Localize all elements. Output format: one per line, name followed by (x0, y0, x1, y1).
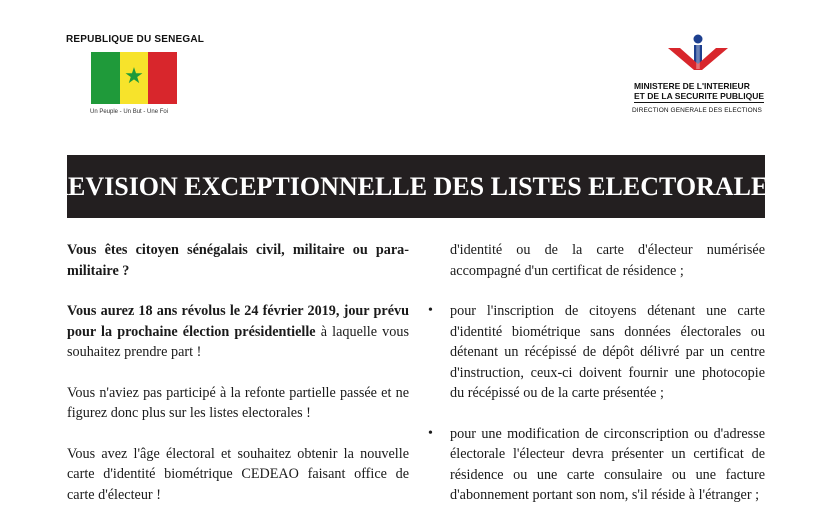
paragraph-previous-refonte: Vous n'aviez pas participé à la refonte partielle passée et ne figurez donc plus sur les listes electorales ! (67, 384, 409, 421)
title-banner (49, 155, 783, 218)
age-condition-bold: Vous aurez 18 ans révolus le 24 février 2019, jour prévu pour la prochaine élection présidentielle (67, 303, 409, 340)
bullet-icon: • (428, 303, 433, 318)
ministry-name (634, 81, 764, 103)
left-column (67, 240, 409, 525)
bullet-text-registration: pour l'inscription de citoyens détenant une carte d'identité biométrique sans données électorales ou détenant un récépissé de dépôt délivré par un centre d'instruction, ceux-ci doivent fournir une photocopie du récépissé ou de la carte présentée ; (450, 303, 765, 401)
senegal-header (66, 34, 206, 115)
flag-red-band (148, 52, 177, 104)
star-icon: ★ (124, 64, 144, 89)
paragraph-continuation: d'identité ou de la carte d'électeur numérisée accompagné d'un certificat de résidence ; (450, 242, 765, 279)
bullet-icon: • (428, 425, 433, 441)
flag-green-band (91, 52, 120, 104)
paragraph-biometric-card: Vous avez l'âge électoral et souhaitez obtenir la nouvelle carte d'identité biométrique CEDEAO faisant office de carte d'électeur ! (67, 445, 409, 503)
list-item (428, 301, 765, 404)
senegal-flag (91, 52, 177, 104)
ministry-line-1: MINISTERE DE L'INTERIEUR (634, 81, 750, 91)
paragraph-age-condition (67, 301, 409, 363)
national-motto: Un Peuple - Un But - Une Foi (90, 109, 169, 115)
page-title: REVISION EXCEPTIONNELLE DES LISTES ELECTORALES (49, 171, 783, 201)
ministry-logo-icon (666, 34, 730, 76)
list-item (428, 424, 765, 506)
right-column (428, 240, 765, 526)
country-name: REPUBLIQUE DU SENEGAL (66, 34, 205, 45)
bullet-text-modification: pour une modification de circonscription ou d'adresse électorale l'électeur devra présenter un certificat de résidence ou une carte consulaire ou une facture d'abonnement portant son nom, s'il réside à l'étranger ; (450, 425, 765, 503)
age-condition-rest: à laquelle vous souhaitez prendre part ! (67, 323, 409, 360)
paragraph-citizen-question: Vous êtes citoyen sénégalais civil, militaire ou para-militaire ? (67, 242, 409, 279)
ministry-header (620, 34, 770, 124)
direction-name: DIRECTION GENERALE DES ELECTIONS (632, 107, 762, 114)
ministry-line-2: ET DE LA SECURITE PUBLIQUE (634, 91, 765, 101)
flag-yellow-band (120, 52, 149, 104)
